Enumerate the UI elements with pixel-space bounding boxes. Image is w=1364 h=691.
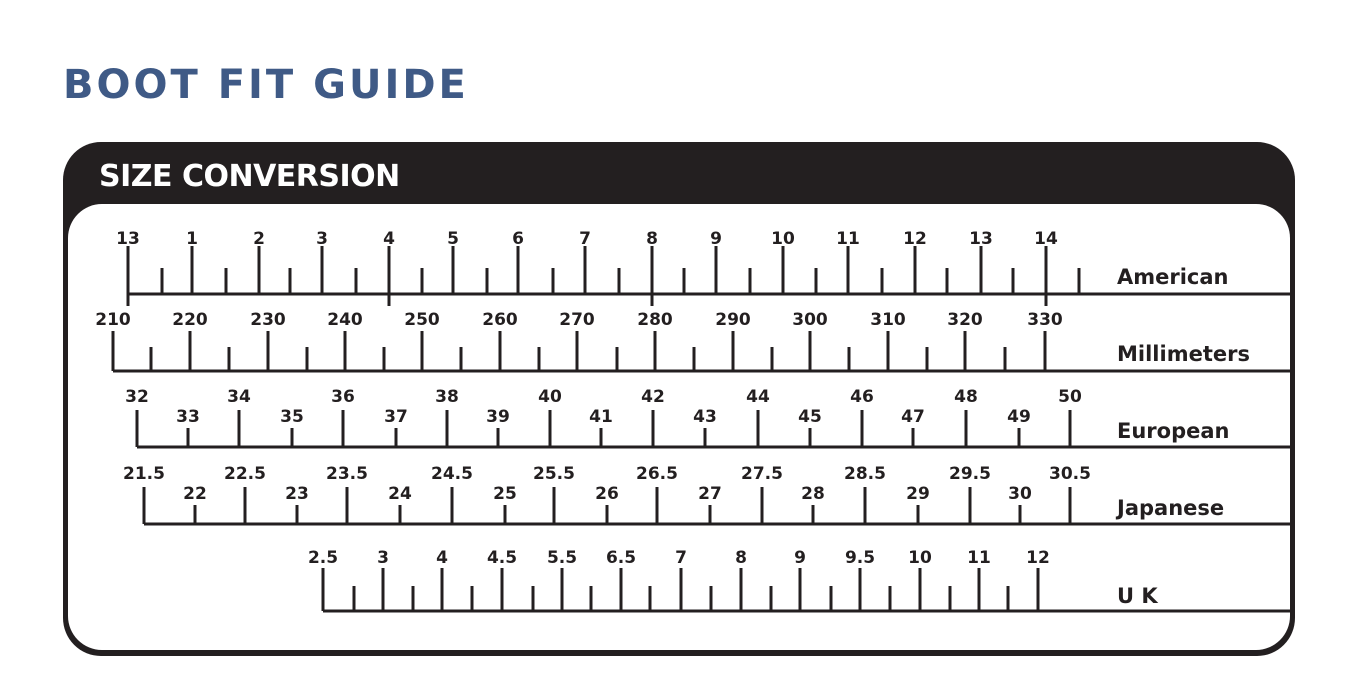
millimeters-tick-label: 300 bbox=[792, 310, 828, 330]
american-tick-label: 10 bbox=[771, 229, 795, 249]
japanese-tick-label: 24.5 bbox=[431, 464, 473, 484]
japanese-tick-label: 27 bbox=[698, 484, 722, 504]
european-tick-label: 44 bbox=[746, 387, 770, 407]
uk-tick-label: 11 bbox=[967, 548, 991, 568]
millimeters-tick-label: 230 bbox=[250, 310, 286, 330]
european-tick-label: 50 bbox=[1058, 387, 1082, 407]
european-tick-label: 37 bbox=[384, 407, 408, 427]
millimeters-tick-label: 320 bbox=[947, 310, 983, 330]
japanese-tick-label: 30 bbox=[1008, 484, 1032, 504]
european-tick-label: 39 bbox=[486, 407, 510, 427]
uk-tick-label: 9.5 bbox=[844, 548, 876, 568]
japanese-tick-label: 22.5 bbox=[224, 464, 266, 484]
scale-uk bbox=[308, 548, 1290, 611]
european-tick-label: 46 bbox=[850, 387, 874, 407]
american-tick-label: 1 bbox=[186, 229, 198, 249]
japanese-tick-label: 23.5 bbox=[326, 464, 368, 484]
european-tick-label: 49 bbox=[1007, 407, 1031, 427]
millimeters-tick-label: 270 bbox=[559, 310, 595, 330]
millimeters-tick-label: 310 bbox=[870, 310, 906, 330]
american-tick-label: 4 bbox=[383, 229, 395, 249]
millimeters-tick-label: 330 bbox=[1027, 310, 1063, 330]
japanese-tick-label: 26 bbox=[595, 484, 619, 504]
american-tick-label: 12 bbox=[903, 229, 927, 249]
european-tick-label: 41 bbox=[589, 407, 613, 427]
uk-tick-label: 2.5 bbox=[307, 548, 339, 568]
japanese-tick-label: 28.5 bbox=[844, 464, 886, 484]
american-tick-label: 13 bbox=[116, 229, 140, 249]
uk-scale-name: U K bbox=[1117, 584, 1158, 608]
american-tick-label: 3 bbox=[316, 229, 328, 249]
scale-american bbox=[116, 229, 1290, 306]
american-tick-label: 13 bbox=[969, 229, 993, 249]
european-tick-label: 42 bbox=[641, 387, 665, 407]
uk-tick-label: 4 bbox=[436, 548, 448, 568]
japanese-tick-label: 25.5 bbox=[533, 464, 575, 484]
european-tick-label: 48 bbox=[954, 387, 978, 407]
scale-european bbox=[125, 387, 1290, 447]
millimeters-tick-label: 220 bbox=[172, 310, 208, 330]
uk-tick-label: 8 bbox=[735, 548, 747, 568]
uk-tick-label: 7 bbox=[675, 548, 687, 568]
american-tick-label: 9 bbox=[710, 229, 722, 249]
european-tick-label: 40 bbox=[538, 387, 562, 407]
european-tick-label: 47 bbox=[901, 407, 925, 427]
european-tick-label: 38 bbox=[435, 387, 459, 407]
millimeters-tick-label: 280 bbox=[637, 310, 673, 330]
japanese-tick-label: 27.5 bbox=[741, 464, 783, 484]
japanese-tick-label: 21.5 bbox=[123, 464, 165, 484]
millimeters-tick-label: 210 bbox=[95, 310, 131, 330]
uk-tick-label: 6.5 bbox=[605, 548, 637, 568]
japanese-tick-label: 26.5 bbox=[636, 464, 678, 484]
japanese-scale-name: Japanese bbox=[1117, 496, 1225, 520]
european-scale-name: European bbox=[1117, 419, 1230, 443]
american-tick-label: 2 bbox=[253, 229, 265, 249]
american-tick-label: 5 bbox=[447, 229, 459, 249]
card-title: SIZE CONVERSION bbox=[99, 159, 400, 194]
scale-millimeters bbox=[95, 310, 1290, 371]
american-tick-label: 11 bbox=[836, 229, 860, 249]
uk-tick-label: 12 bbox=[1026, 548, 1050, 568]
japanese-tick-label: 29 bbox=[906, 484, 930, 504]
uk-tick-label: 10 bbox=[908, 548, 932, 568]
american-tick-label: 7 bbox=[579, 229, 591, 249]
japanese-tick-label: 22 bbox=[183, 484, 207, 504]
american-scale-name: American bbox=[1117, 265, 1229, 289]
japanese-tick-label: 23 bbox=[285, 484, 309, 504]
japanese-tick-label: 24 bbox=[388, 484, 412, 504]
page-title: BOOT FIT GUIDE bbox=[63, 62, 469, 108]
japanese-tick-label: 25 bbox=[493, 484, 517, 504]
scale-japanese bbox=[123, 464, 1290, 524]
american-tick-label: 14 bbox=[1034, 229, 1058, 249]
european-tick-label: 43 bbox=[693, 407, 717, 427]
european-tick-label: 32 bbox=[125, 387, 149, 407]
japanese-tick-label: 29.5 bbox=[949, 464, 991, 484]
american-tick-label: 8 bbox=[646, 229, 658, 249]
american-tick-label: 6 bbox=[512, 229, 524, 249]
millimeters-tick-label: 240 bbox=[327, 310, 363, 330]
millimeters-scale-name: Millimeters bbox=[1117, 342, 1250, 366]
european-tick-label: 35 bbox=[280, 407, 304, 427]
european-tick-label: 45 bbox=[798, 407, 822, 427]
uk-tick-label: 9 bbox=[794, 548, 806, 568]
uk-tick-label: 3 bbox=[377, 548, 389, 568]
uk-tick-label: 5.5 bbox=[546, 548, 578, 568]
millimeters-tick-label: 260 bbox=[482, 310, 518, 330]
european-tick-label: 34 bbox=[227, 387, 251, 407]
european-tick-label: 36 bbox=[331, 387, 355, 407]
japanese-tick-label: 30.5 bbox=[1049, 464, 1091, 484]
uk-tick-label: 4.5 bbox=[486, 548, 518, 568]
japanese-tick-label: 28 bbox=[801, 484, 825, 504]
millimeters-tick-label: 290 bbox=[715, 310, 751, 330]
european-tick-label: 33 bbox=[176, 407, 200, 427]
millimeters-tick-label: 250 bbox=[404, 310, 440, 330]
